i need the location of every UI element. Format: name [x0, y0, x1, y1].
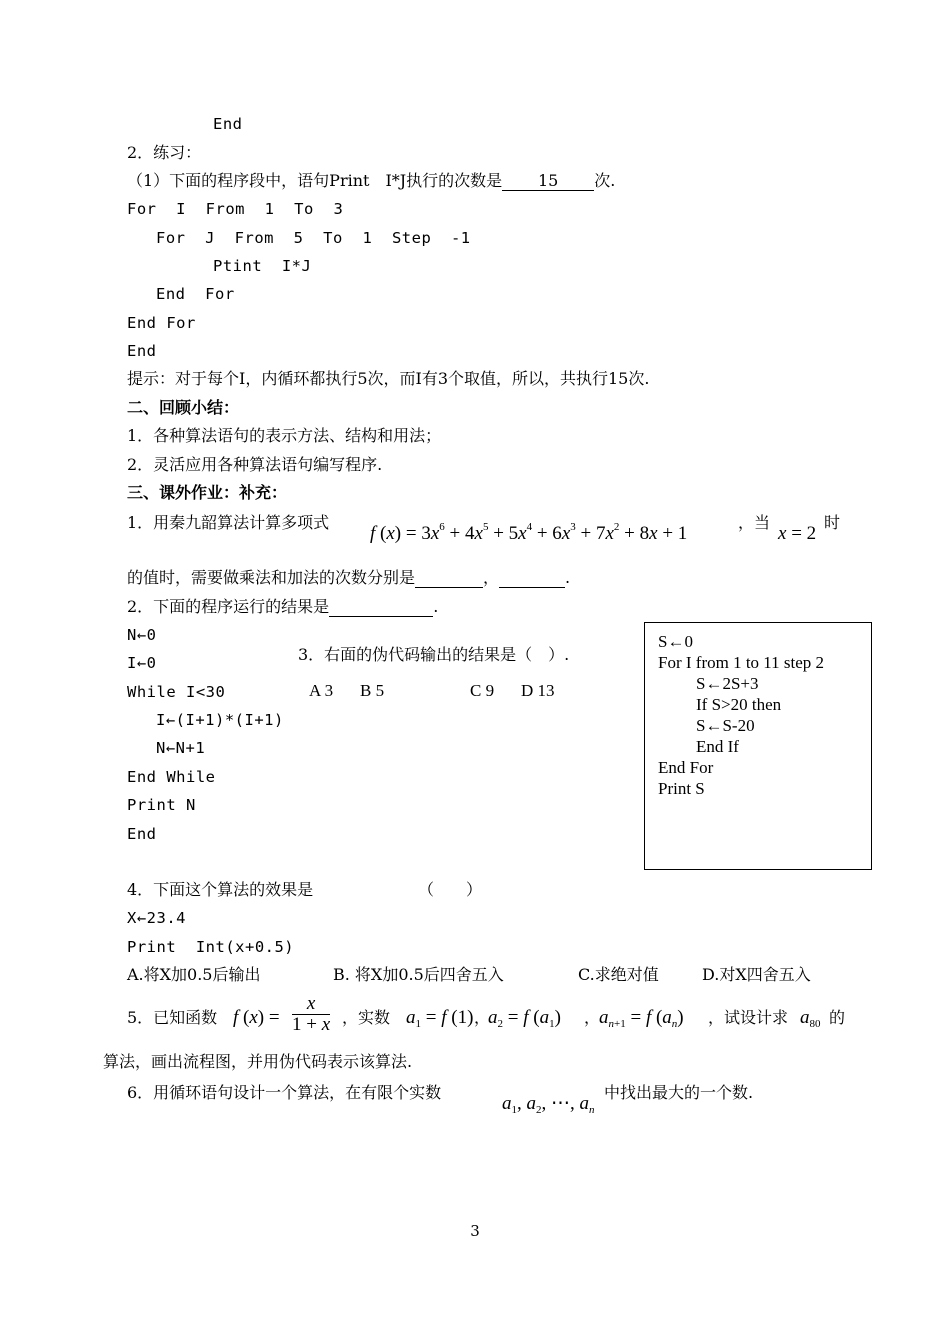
- review-heading: 二、回顾小结：: [127, 398, 240, 417]
- polynomial-formula: f $(x) = 3x^6 + 4x^5 + 5x^4 + 6x^3 + 7x^2 + 8x + 1$: [370, 521, 688, 544]
- code-line: End While: [127, 768, 216, 786]
- box-line: S←2S+3: [696, 674, 759, 693]
- practice-q1-answer: 15: [502, 171, 594, 191]
- hw-q2: [127, 597, 438, 617]
- hw-q2-end: .: [433, 597, 439, 616]
- hw-q5-mid2: ，: [474, 1008, 491, 1027]
- code-line: For I From 1 To 3: [127, 200, 344, 218]
- pseudocode-box: [644, 622, 872, 870]
- q4-option-d: D.对X四舍五入: [702, 965, 811, 984]
- recurrence: $a_{n+1} = f$ $(a_n)$: [599, 1007, 684, 1030]
- hw-q6: 6．用循环语句设计一个算法，在有限个实数: [127, 1083, 442, 1102]
- option-c: C 9: [470, 681, 495, 700]
- hw-q1-line2: [127, 568, 570, 588]
- a80: $a_{80}$: [800, 1007, 821, 1030]
- hw-q1-label: 1．用秦九韶算法计算多项式: [127, 513, 330, 532]
- code-line: I←0: [127, 654, 157, 672]
- practice-q1: [127, 171, 615, 191]
- hw-q1-sep: ，: [483, 568, 500, 587]
- answer-blank: [329, 597, 433, 617]
- box-line: Print S: [658, 779, 705, 798]
- hw-q1-post: 时: [824, 513, 841, 532]
- code-line: Print Int(x+0.5): [127, 938, 295, 956]
- review-item: 2．灵活应用各种算法语句编写程序.: [127, 455, 383, 474]
- box-line: S←S-20: [696, 716, 755, 735]
- hw-q4: 4．下面这个算法的效果是: [127, 880, 314, 899]
- code-line: End For: [127, 314, 196, 332]
- page-number: 3: [470, 1222, 480, 1240]
- code-line: End: [127, 342, 157, 360]
- hw-q5-line2: 算法，画出流程图，并用伪代码表示该算法.: [103, 1052, 413, 1071]
- function-lhs: f (x) =: [233, 1007, 280, 1028]
- hw-q5-label: 5．已知函数: [127, 1008, 218, 1027]
- hw-q5-post: 的: [829, 1008, 846, 1027]
- hw-q5-mid3: ，: [584, 1008, 601, 1027]
- hw-q2-text: 2．下面的程序运行的结果是: [127, 597, 330, 616]
- code-line: N←N+1: [156, 739, 206, 757]
- hw-q1-end: .: [565, 568, 571, 587]
- function-fraction: $\frac{x}{1 + x}$: [292, 993, 331, 1035]
- code-line: End: [127, 825, 157, 843]
- code-line: Ptint I*J: [213, 257, 312, 275]
- review-item: 1．各种算法语句的表示方法、结构和用法；: [127, 426, 442, 445]
- code-line: For J From 5 To 1 Step -1: [156, 229, 471, 247]
- hw-q5-mid1: ，实数: [342, 1008, 391, 1027]
- answer-blank: [499, 568, 565, 588]
- sequence-a1-an: $a_1$, $a_2$, ⋯, $a_n$: [502, 1093, 595, 1116]
- hw-q1-line2-text: 的值时，需要做乘法和加法的次数分别是: [127, 568, 416, 587]
- x-equals-2: x = 2: [778, 523, 817, 544]
- practice-hint: 提示：对于每个I，内循环都执行5次，而I有3个取值，所以，共执行15次.: [127, 369, 650, 388]
- practice-q1-text: （1）下面的程序段中，语句Print I*J执行的次数是: [127, 171, 503, 190]
- hw-q3: 3．右面的伪代码输出的结果是（ ）.: [298, 645, 570, 664]
- box-line: End If: [696, 737, 739, 756]
- code-line: N←0: [127, 626, 157, 644]
- code-line: I←(I+1)*(I+1): [156, 711, 284, 729]
- a2-equals: $a_2 = f$ $(a_1)$: [488, 1007, 561, 1030]
- code-end-top: End: [213, 115, 243, 133]
- option-d: D 13: [521, 681, 555, 700]
- option-a: A 3: [309, 681, 334, 700]
- code-line: While I<30: [127, 683, 226, 701]
- hw-q4-paren: （ ）: [418, 880, 483, 899]
- box-line: For I from 1 to 11 step 2: [658, 653, 825, 672]
- box-line: End For: [658, 758, 714, 777]
- answer-blank: [415, 568, 483, 588]
- q4-option-b: B. 将X加0.5后四舍五入: [333, 965, 504, 984]
- box-line: If S>20 then: [696, 695, 782, 714]
- code-line: Print N: [127, 796, 196, 814]
- hw-q6-post: 中找出最大的一个数.: [604, 1083, 754, 1102]
- hw-q5-mid4: ，试设计求: [708, 1008, 789, 1027]
- a1-equals: $a_1 = f$ (1): [406, 1007, 474, 1030]
- practice-heading: 2．练习：: [127, 143, 202, 162]
- code-line: End For: [156, 285, 235, 303]
- homework-heading: 三、课外作业：补充：: [127, 483, 288, 502]
- code-line: X←23.4: [127, 909, 186, 927]
- box-line: S←0: [658, 632, 693, 651]
- hw-q1-mid: ，当: [738, 513, 771, 532]
- practice-q1-post: 次.: [594, 171, 616, 190]
- option-b: B 5: [360, 681, 385, 700]
- q4-option-c: C.求绝对值: [578, 965, 659, 984]
- q4-option-a: A.将X加0.5后输出: [127, 965, 261, 984]
